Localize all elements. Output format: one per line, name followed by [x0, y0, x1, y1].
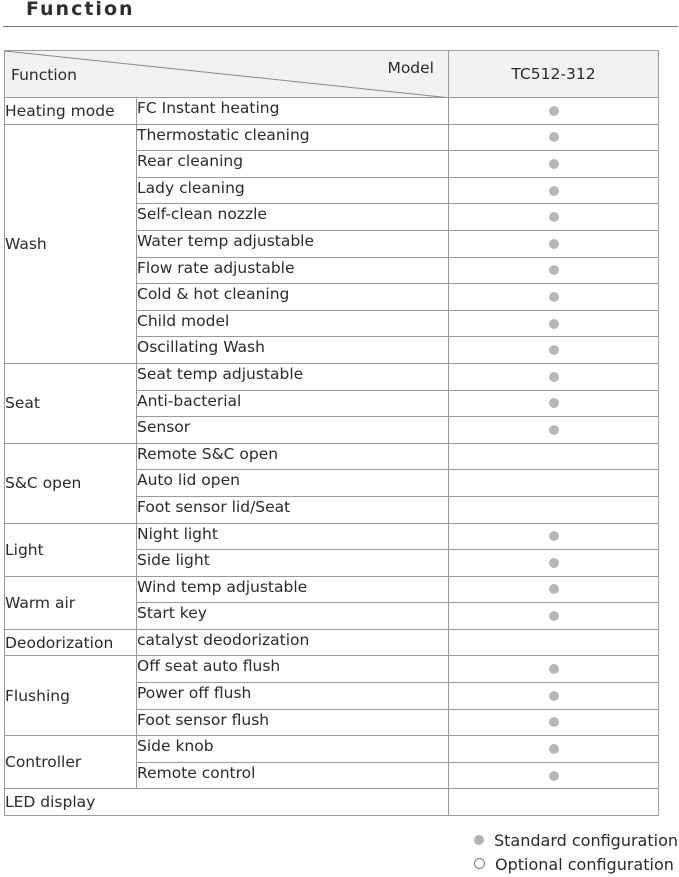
standard-dot-icon [549, 132, 559, 142]
table-row [5, 363, 659, 390]
feature-cell: Sensor [137, 417, 449, 444]
config-cell [449, 284, 659, 311]
standard-dot-icon [549, 717, 559, 727]
config-cell [449, 177, 659, 204]
config-cell [449, 709, 659, 736]
header-model-label: Model [387, 59, 434, 77]
legend-optional [474, 855, 674, 875]
standard-dot-icon [549, 691, 559, 701]
feature-cell: Child model [137, 310, 449, 337]
table-row [5, 789, 659, 816]
group-cell: Wash [5, 124, 137, 363]
feature-cell: Lady cleaning [137, 177, 449, 204]
title-divider [3, 26, 678, 27]
legend-standard-label: Standard configuration [494, 831, 679, 850]
config-cell [449, 98, 659, 125]
table-row [5, 656, 659, 683]
standard-dot-icon [549, 531, 559, 541]
standard-dot-icon [549, 611, 559, 621]
function-table [4, 50, 659, 816]
group-cell: Deodorization [5, 629, 137, 656]
config-cell [449, 683, 659, 710]
config-cell [449, 656, 659, 683]
group-cell: Seat [5, 363, 137, 443]
standard-dot-icon [549, 664, 559, 674]
feature-cell: Remote S&C open [137, 443, 449, 470]
config-cell [449, 337, 659, 364]
config-cell [449, 603, 659, 630]
config-cell [449, 310, 659, 337]
legend-standard [474, 831, 678, 851]
feature-cell: Power off flush [137, 683, 449, 710]
feature-cell: Cold & hot cleaning [137, 284, 449, 311]
table-row [5, 629, 659, 656]
table-row [5, 443, 659, 470]
feature-cell: Anti-bacterial [137, 390, 449, 417]
config-cell [449, 204, 659, 231]
feature-cell: Foot sensor flush [137, 709, 449, 736]
config-cell [449, 762, 659, 789]
config-cell [449, 496, 659, 523]
diagonal-header-cell [5, 51, 449, 98]
standard-dot-icon [549, 398, 559, 408]
standard-dot-icon [549, 771, 559, 781]
group-cell: LED display [5, 789, 449, 816]
feature-cell: Seat temp adjustable [137, 363, 449, 390]
config-cell [449, 230, 659, 257]
header-function-label: Function [11, 66, 77, 84]
standard-dot-icon [549, 744, 559, 754]
config-cell [449, 151, 659, 178]
group-cell: Heating mode [5, 98, 137, 125]
feature-cell: Night light [137, 523, 449, 550]
group-cell: S&C open [5, 443, 137, 523]
feature-cell: Oscillating Wash [137, 337, 449, 364]
table-row [5, 736, 659, 763]
config-cell [449, 550, 659, 577]
standard-dot-icon [549, 584, 559, 594]
config-cell [449, 576, 659, 603]
config-cell [449, 629, 659, 656]
feature-cell: Side light [137, 550, 449, 577]
standard-dot-icon [549, 319, 559, 329]
config-cell [449, 470, 659, 497]
table-row [5, 124, 659, 151]
feature-cell: FC Instant heating [137, 98, 449, 125]
feature-cell: Water temp adjustable [137, 230, 449, 257]
standard-dot-icon [549, 292, 559, 302]
feature-cell: Off seat auto flush [137, 656, 449, 683]
standard-dot-icon [474, 835, 484, 845]
standard-dot-icon [549, 106, 559, 116]
feature-cell: Foot sensor lid/Seat [137, 496, 449, 523]
legend-optional-label: Optional configuration [495, 855, 674, 874]
group-cell: Warm air [5, 576, 137, 629]
standard-dot-icon [549, 186, 559, 196]
feature-cell: Auto lid open [137, 470, 449, 497]
standard-dot-icon [549, 558, 559, 568]
header-model-name: TC512-312 [449, 51, 659, 98]
table-row [5, 523, 659, 550]
feature-cell: catalyst deodorization [137, 629, 449, 656]
config-cell [449, 257, 659, 284]
table-row [5, 576, 659, 603]
config-cell [449, 789, 659, 816]
standard-dot-icon [549, 345, 559, 355]
feature-cell: Thermostatic cleaning [137, 124, 449, 151]
feature-cell: Self-clean nozzle [137, 204, 449, 231]
config-cell [449, 736, 659, 763]
table-row [5, 98, 659, 125]
standard-dot-icon [549, 159, 559, 169]
page-title: Function [26, 0, 135, 20]
config-cell [449, 443, 659, 470]
group-cell: Controller [5, 736, 137, 789]
standard-dot-icon [549, 239, 559, 249]
table-header-row [5, 51, 659, 98]
config-cell [449, 363, 659, 390]
feature-cell: Remote control [137, 762, 449, 789]
standard-dot-icon [549, 425, 559, 435]
optional-circle-icon [474, 858, 485, 869]
feature-cell: Side knob [137, 736, 449, 763]
group-cell: Flushing [5, 656, 137, 736]
config-cell [449, 390, 659, 417]
config-cell [449, 523, 659, 550]
group-cell: Light [5, 523, 137, 576]
standard-dot-icon [549, 265, 559, 275]
config-cell [449, 417, 659, 444]
standard-dot-icon [549, 372, 559, 382]
feature-cell: Start key [137, 603, 449, 630]
standard-dot-icon [549, 212, 559, 222]
feature-cell: Rear cleaning [137, 151, 449, 178]
feature-cell: Wind temp adjustable [137, 576, 449, 603]
config-cell [449, 124, 659, 151]
feature-cell: Flow rate adjustable [137, 257, 449, 284]
